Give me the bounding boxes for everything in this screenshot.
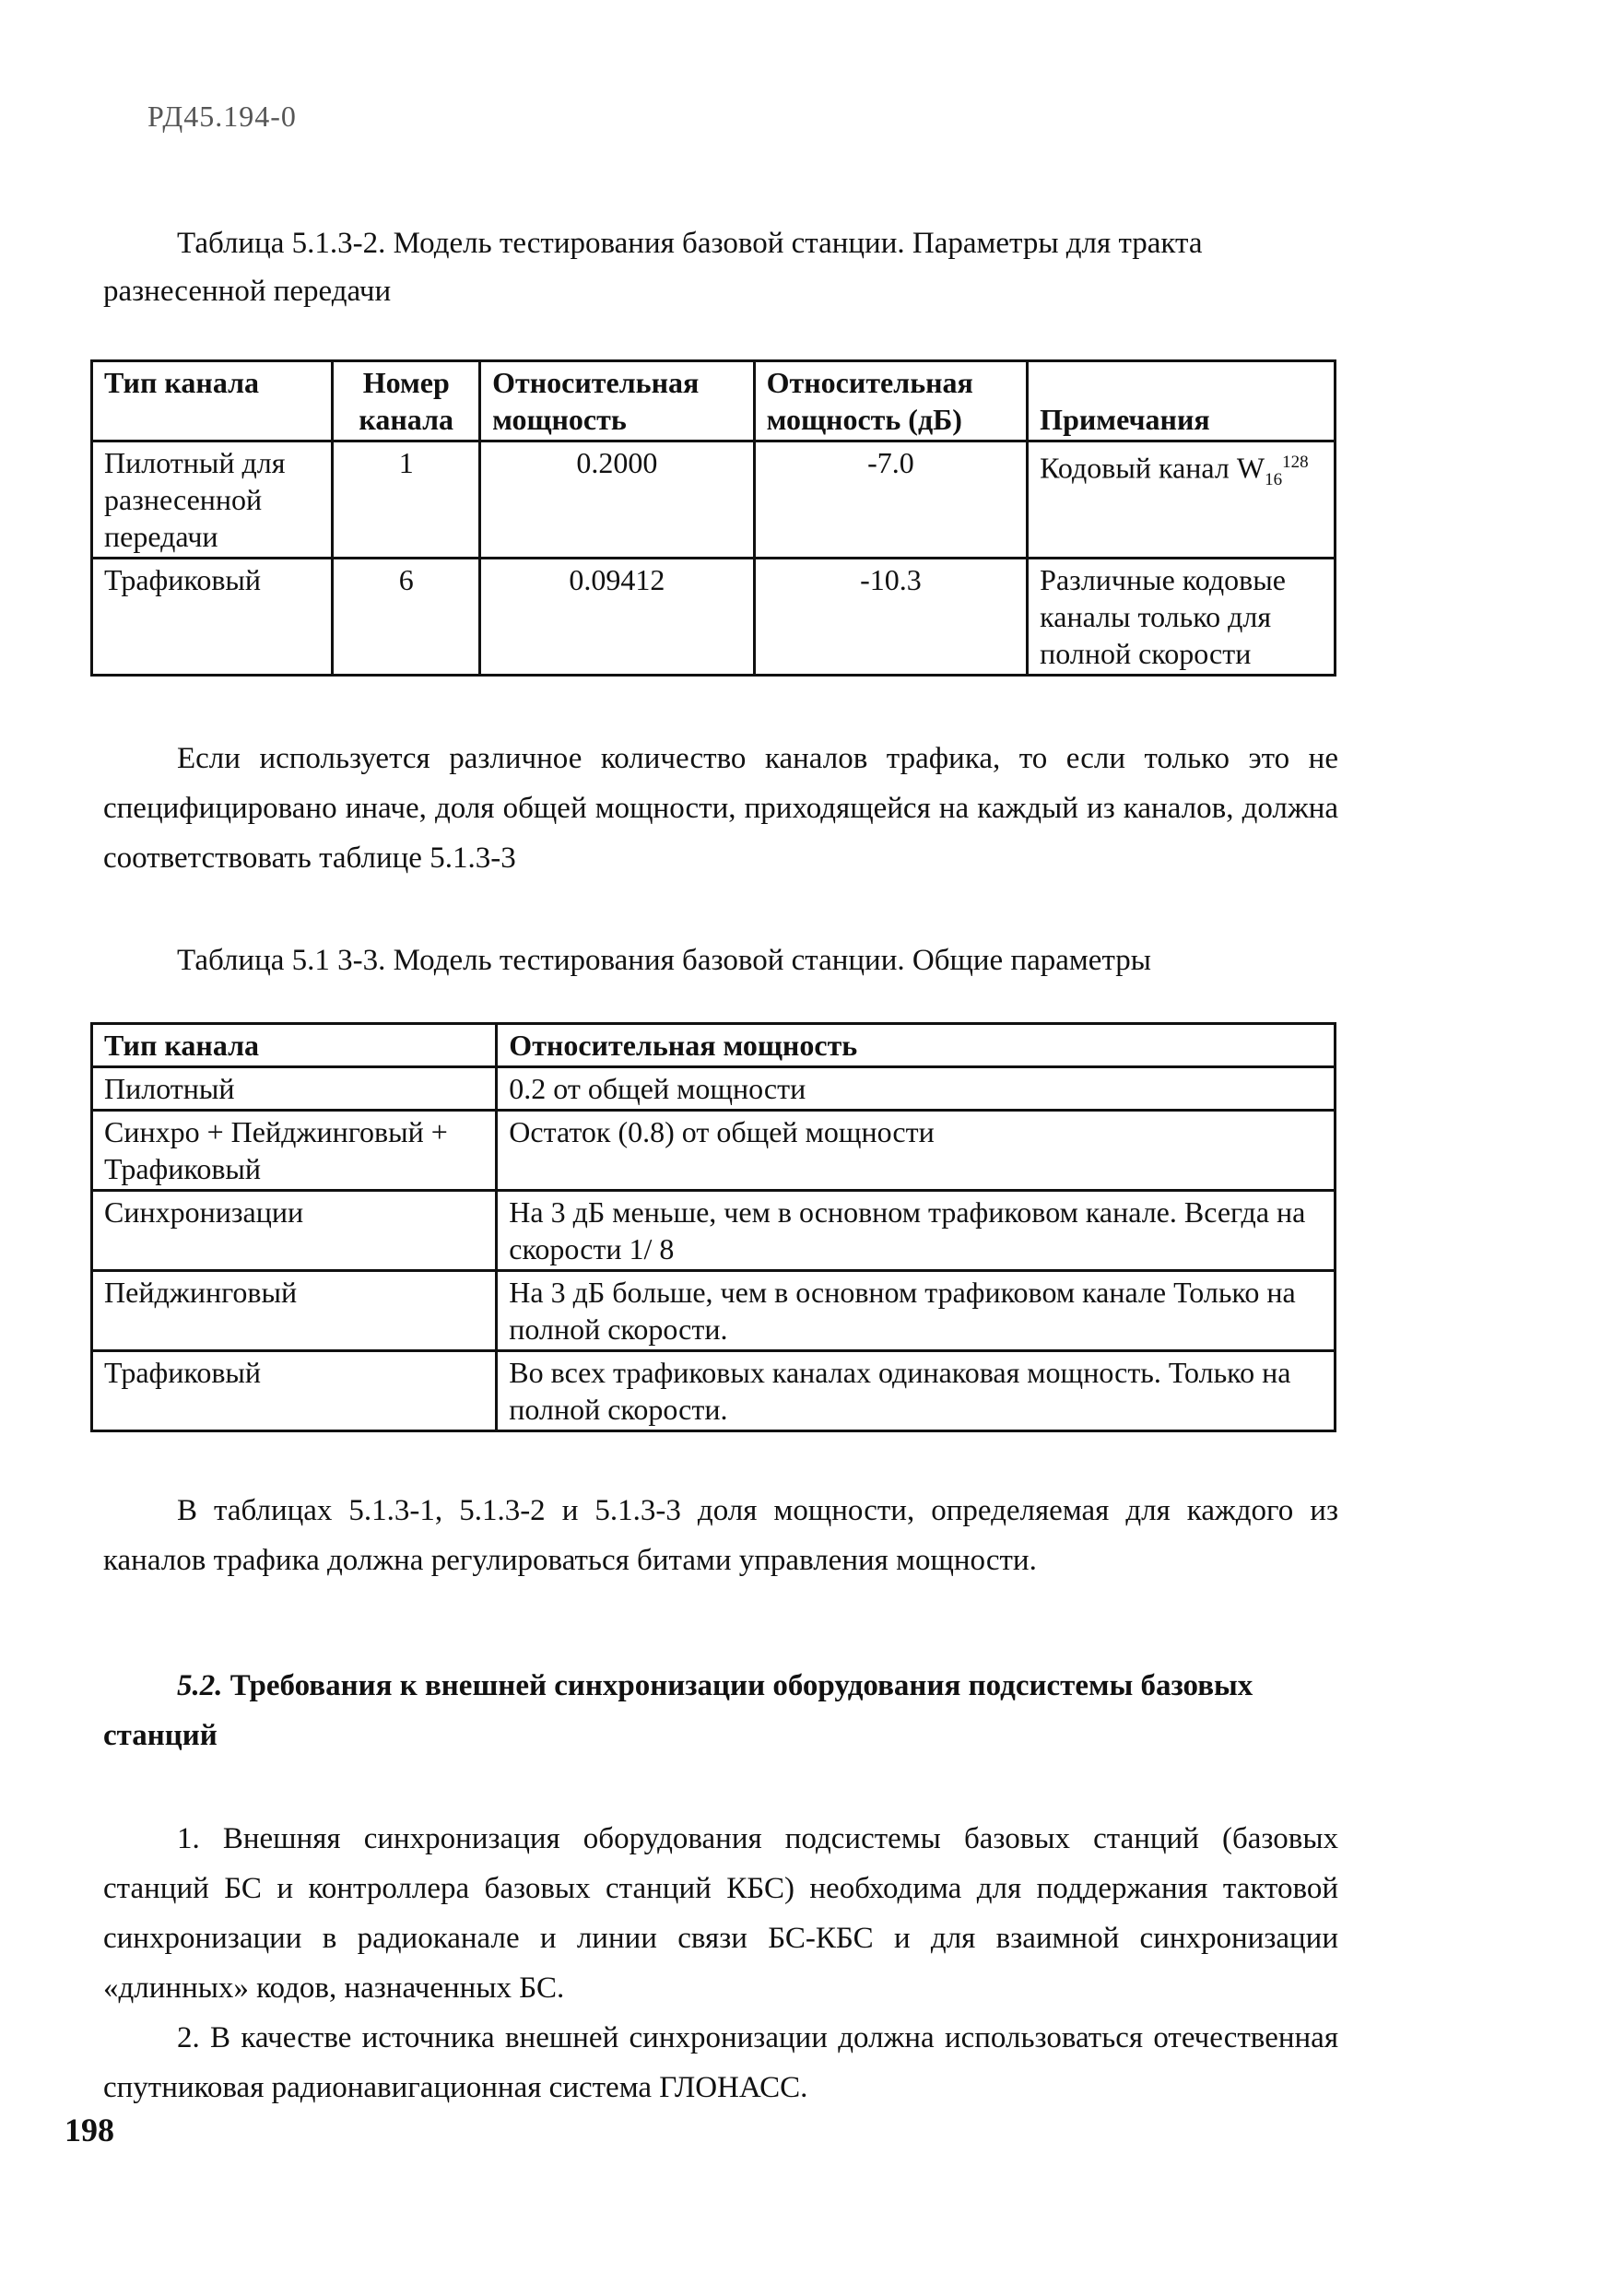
list-item: 2. В качестве источника внешней синхронизации должна использоваться отечественная спутниковая радионавигационная система ГЛОНАСС. xyxy=(103,2021,1338,2104)
table-row xyxy=(92,441,1336,559)
table2-note-text: Кодовый канал W xyxy=(1040,451,1265,485)
table2-header-cell: Тип канала xyxy=(92,361,333,441)
table2-caption xyxy=(103,219,1338,315)
table-5-1-3-3 xyxy=(90,1022,1336,1432)
table2-header-row xyxy=(92,361,1336,441)
table2-header-cell: Номер канала xyxy=(333,361,480,441)
table3-header-cell: Тип канала xyxy=(92,1024,497,1067)
table-row xyxy=(92,1191,1336,1271)
table3-cell-type: Пейджинговый xyxy=(92,1271,497,1351)
table2-cell-power-db: -10.3 xyxy=(754,559,1028,676)
table3-header-cell: Относительная мощность xyxy=(497,1024,1336,1067)
table3-header-row xyxy=(92,1024,1336,1067)
table2-cell-power-db: -7.0 xyxy=(754,441,1028,559)
paragraph-1-text: Если используется различное количество каналов трафика, то если только это не специфицировано иначе, доля общей мощности, приходящейся на каждый из каналов, должна соответствовать таблице 5.1.3-3 xyxy=(103,742,1338,875)
table2-header-cell: Примечания xyxy=(1028,361,1336,441)
table2-cell-type: Пилотный для разнесенной передачи xyxy=(92,441,333,559)
section-title-text: Требования к внешней синхронизации оборудования подсистемы базовых станций xyxy=(103,1669,1253,1752)
table2-cell-power: 0.09412 xyxy=(480,559,755,676)
paragraph-2-text: В таблицах 5.1.3-1, 5.1.3-2 и 5.1.3-3 доля мощности, определяемая для каждого из каналов трафика должна регулироваться битами управления мощности. xyxy=(103,1494,1338,1577)
list-item: 1. Внешняя синхронизация оборудования подсистемы базовых станций (базовых станций БС и контроллера базовых станций КБС) необходима для поддержания тактовой синхронизации в радиоканале и линии связи БС-КБС и для взаимной синхронизации «длинных» кодов, назначенных БС. xyxy=(103,1822,1338,2005)
table-row xyxy=(92,1271,1336,1351)
table3-cell-power: На 3 дБ меньше, чем в основном трафиковом канале. Всегда на скорости 1/ 8 xyxy=(497,1191,1336,1271)
table2-caption-line1: Таблица 5.1.3-2. Модель тестирования базовой станции. Параметры для тракта xyxy=(177,227,1203,260)
table-row xyxy=(92,1111,1336,1191)
table-row xyxy=(92,1067,1336,1111)
paragraph-1 xyxy=(103,734,1338,883)
table3-cell-type: Синхронизации xyxy=(92,1191,497,1271)
table-5-1-3-2 xyxy=(90,359,1336,677)
table3-caption xyxy=(103,936,1338,984)
table3-cell-type: Синхро + Пейджинговый + Трафиковый xyxy=(92,1111,497,1191)
table2-note-superscript: 128 xyxy=(1282,453,1309,472)
table2-cell-number: 6 xyxy=(333,559,480,676)
table3-cell-power: 0.2 от общей мощности xyxy=(497,1067,1336,1111)
table3-caption-text: Таблица 5.1 3-3. Модель тестирования базовой станции. Общие параметры xyxy=(177,944,1151,977)
table2-caption-line2: разнесенной передачи xyxy=(103,275,392,308)
table3-cell-power: Остаток (0.8) от общей мощности xyxy=(497,1111,1336,1191)
table2-note-subscript: 16 xyxy=(1265,470,1283,490)
table2-header-cell: Относительная мощность (дБ) xyxy=(754,361,1028,441)
table3-cell-power: На 3 дБ больше, чем в основном трафиковом канале Только на полной скорости. xyxy=(497,1271,1336,1351)
table3-cell-power: Во всех трафиковых каналах одинаковая мощность. Только на полной скорости. xyxy=(497,1351,1336,1431)
page-number: 198 xyxy=(65,2112,114,2148)
table2-cell-note: Различные кодовые каналы только для полной скорости xyxy=(1028,559,1336,676)
table-row xyxy=(92,1351,1336,1431)
section-heading xyxy=(103,1661,1338,1760)
table-row xyxy=(92,559,1336,676)
paragraph-2 xyxy=(103,1486,1338,1585)
section-number: 5.2. xyxy=(177,1669,223,1702)
numbered-items xyxy=(103,1814,1338,2113)
table3-cell-type: Пилотный xyxy=(92,1067,497,1111)
table3-cell-type: Трафиковый xyxy=(92,1351,497,1431)
document-code-header: РД45.194-0 xyxy=(147,100,297,133)
table2-cell-number: 1 xyxy=(333,441,480,559)
table2-cell-power: 0.2000 xyxy=(480,441,755,559)
table2-cell-note xyxy=(1028,441,1336,559)
table2-cell-type: Трафиковый xyxy=(92,559,333,676)
table2-header-cell: Относительная мощность xyxy=(480,361,755,441)
